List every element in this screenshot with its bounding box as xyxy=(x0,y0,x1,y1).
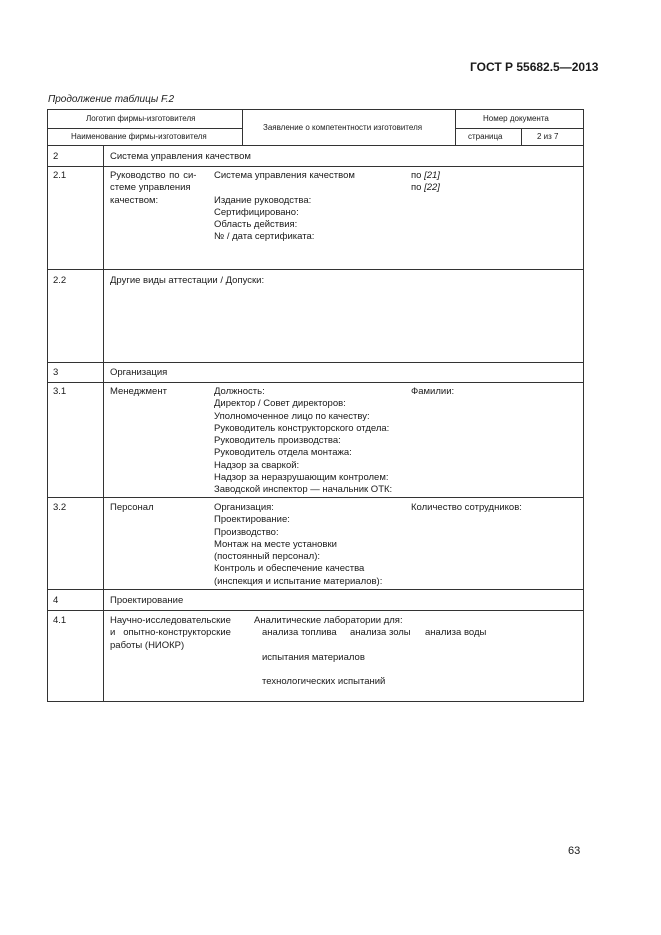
row-line-2-2 xyxy=(47,362,583,363)
page-number: 63 xyxy=(568,845,581,857)
manufacturer-name-label: Наименование фирмы-изготовителя xyxy=(71,132,207,141)
header-col-line-1 xyxy=(242,109,243,145)
row-label: Персонал xyxy=(110,502,154,513)
row-number: 2.1 xyxy=(53,170,67,181)
header-col-line-3 xyxy=(521,128,522,145)
section-number: 3 xyxy=(53,367,59,378)
document-number-label: Номер документа xyxy=(483,114,549,123)
row-number: 3.2 xyxy=(53,502,67,513)
row-line-2 xyxy=(47,166,583,167)
table-continuation-caption: Продолжение таблицы F.2 xyxy=(48,94,175,105)
row-content: Должность: Директор / Совет директоров: Уполномоченное лицо по качеству: Руководитель конструкторского отдела: Руководитель производства: Руководитель отдела монтажа: Надзор за сваркой: Надзор за неразрушающим контролем: Заводской инспектор — начальник ОТК: xyxy=(214,386,393,496)
row-number: 3.1 xyxy=(53,386,67,397)
row-label: Научно-исследовательские и опытно-конструкторские работы (НИОКР) xyxy=(110,615,231,651)
row-number: 4.1 xyxy=(53,615,67,626)
row-line-2-1 xyxy=(47,269,583,270)
row-label: Руководство по си- стеме управления качеством: xyxy=(110,170,197,206)
lab-ash-analysis: анализа золы xyxy=(350,627,411,638)
statement-label: Заявление о компетентности изготовителя xyxy=(263,123,423,132)
page-label: страница xyxy=(468,132,503,141)
row-label: Менеджмент xyxy=(110,386,167,397)
standard-references: по [21] по [22] xyxy=(411,170,440,194)
header-col-line-2 xyxy=(455,109,456,145)
row-line-3 xyxy=(47,382,583,383)
header-divider-right xyxy=(455,128,583,129)
lab-materials-testing: испытания материалов xyxy=(262,652,365,663)
labs-title: Аналитические лаборатории для: xyxy=(254,615,403,626)
number-column-line xyxy=(103,145,104,701)
standard-code: ГОСТ Р 55682.5—2013 xyxy=(470,60,599,74)
row-content: Организация: Проектирование: Производство: Монтаж на месте установки (постоянный персонал): Контроль и обеспечение качества (инспекция и испытание материалов): xyxy=(214,502,383,587)
header-bottom-line xyxy=(47,145,583,146)
section-title: Проектирование xyxy=(110,595,184,606)
row-number: 2.2 xyxy=(53,275,67,286)
logo-label: Логотип фирмы-изготовителя xyxy=(86,114,196,123)
row-line-3-2 xyxy=(47,589,583,590)
header-divider-left xyxy=(47,128,242,129)
row-line-4 xyxy=(47,610,583,611)
section-title: Система управления качеством xyxy=(110,151,251,162)
row-content: Система управления качеством Издание руководства: Сертифицировано: Область действия: № / дата сертификата: xyxy=(214,170,355,243)
names-label: Фамилии: xyxy=(411,386,455,397)
section-number: 4 xyxy=(53,595,59,606)
lab-technological-testing: технологических испытаний xyxy=(262,676,386,687)
row-label: Другие виды аттестации / Допуски: xyxy=(110,275,265,286)
section-title: Организация xyxy=(110,367,168,378)
row-line-3-1 xyxy=(47,497,583,498)
reference-link: [21] xyxy=(424,170,440,181)
lab-fuel-analysis: анализа топлива xyxy=(262,627,337,638)
staff-count-label: Количество сотрудников: xyxy=(411,502,522,513)
lab-water-analysis: анализа воды xyxy=(425,627,487,638)
page-value: 2 из 7 xyxy=(537,132,559,141)
section-number: 2 xyxy=(53,151,59,162)
reference-link: [22] xyxy=(424,182,440,194)
